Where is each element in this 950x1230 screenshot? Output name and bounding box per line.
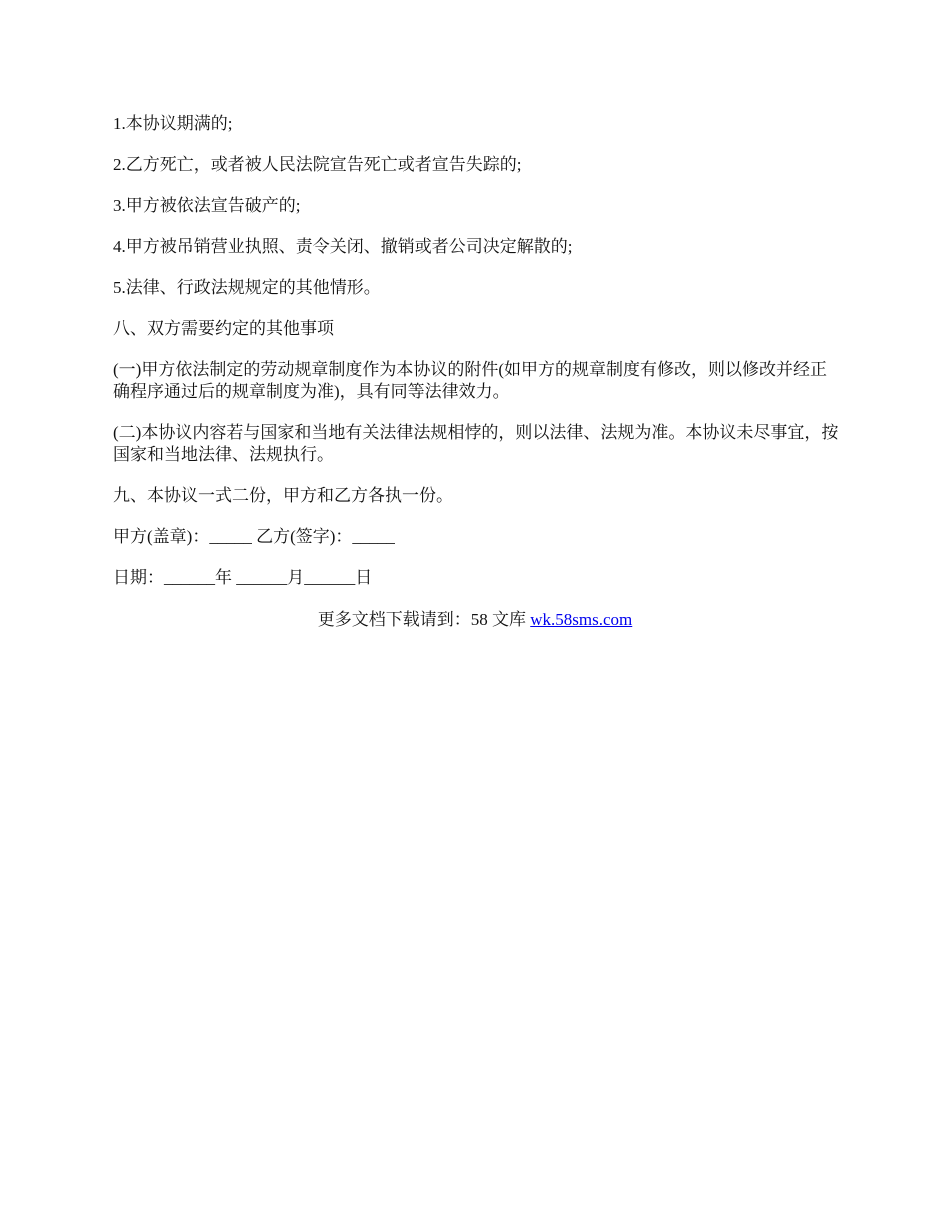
clause-item-1: 1.本协议期满的; [113,114,233,133]
footer-link[interactable]: wk.58sms.com [530,610,633,629]
section-8-item-1: (一)甲方依法制定的劳动规章制度作为本协议的附件(如甲方的规章制度有修改，则以修改并经正确程序通过后的规章制度为准)，具有同等法律效力。 [113,360,827,401]
section-heading-8: 八、双方需要约定的其他事项 [113,319,334,338]
signature-line: 甲方(盖章)：_____ 乙方(签字)：_____ [113,527,395,546]
section-heading-9: 九、本协议一式二份，甲方和乙方各执一份。 [113,486,453,505]
date-line: 日期：______年 ______月______日 [113,568,373,587]
clause-item-3: 3.甲方被依法宣告破产的; [113,196,301,215]
clause-item-4: 4.甲方被吊销营业执照、责令关闭、撤销或者公司决定解散的; [113,237,573,256]
clause-item-5: 5.法律、行政法规规定的其他情形。 [113,278,381,297]
download-footer [0,609,950,631]
section-8-item-2: (二)本协议内容若与国家和当地有关法律法规相悖的，则以法律、法规为准。本协议未尽事宜，按国家和当地法律、法规执行。 [113,423,839,464]
clause-item-2: 2.乙方死亡，或者被人民法院宣告死亡或者宣告失踪的; [113,155,522,174]
footer-text: 更多文档下载请到：58 文库 [317,610,531,629]
document-body [113,113,843,608]
